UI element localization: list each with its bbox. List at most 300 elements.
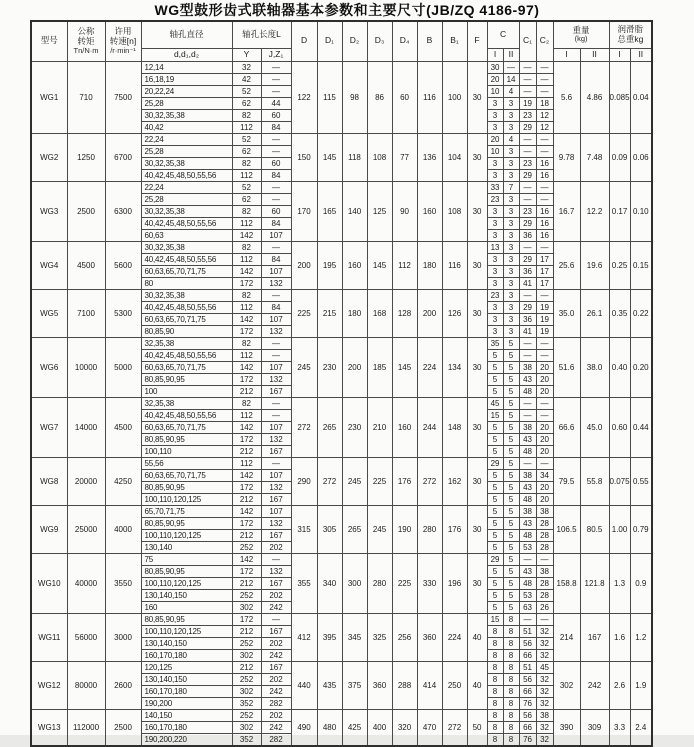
C2-cell: 20	[536, 421, 553, 433]
C1-cell: —	[519, 133, 536, 145]
torque-cell: 10000	[67, 337, 105, 397]
C-I-cell: 3	[487, 313, 503, 325]
model-cell: WG7	[31, 397, 67, 457]
dim-D3-cell: 360	[367, 661, 392, 709]
C1-cell: 66	[519, 685, 536, 697]
C1-cell: 23	[519, 157, 536, 169]
C-II-cell: 7	[503, 181, 519, 193]
dim-D3-cell: 245	[367, 505, 392, 553]
C1-cell: 36	[519, 265, 536, 277]
C2-cell: 32	[536, 733, 553, 746]
C1-cell: 38	[519, 505, 536, 517]
grease-II-cell: 0.44	[630, 397, 652, 457]
bore-diameter-cell: 40,42,45,48,50,55,56	[141, 217, 232, 229]
C1-cell: 66	[519, 649, 536, 661]
length-JZ1-cell: 167	[261, 577, 291, 589]
model-cell: WG1	[31, 61, 67, 133]
header-weight-II: II	[580, 48, 609, 61]
weight-II-cell: 121.8	[580, 553, 609, 613]
length-JZ1-cell: —	[261, 193, 291, 205]
dim-F-cell: 40	[467, 613, 487, 661]
dim-B-cell: 470	[417, 709, 442, 746]
dim-D1-cell: 480	[317, 709, 342, 746]
dim-D2-cell: 345	[342, 613, 367, 661]
length-Y-cell: 212	[232, 577, 261, 589]
C1-cell: 53	[519, 541, 536, 553]
length-JZ1-cell: —	[261, 61, 291, 73]
dim-D2-cell: 375	[342, 661, 367, 709]
bore-diameter-cell: 40,42,45,48,50,55,56	[141, 349, 232, 361]
C-II-cell: 5	[503, 529, 519, 541]
length-Y-cell: 172	[232, 373, 261, 385]
C-II-cell: 3	[503, 313, 519, 325]
bore-diameter-cell: 160,170,180	[141, 649, 232, 661]
header-bore-length: 轴孔长度L	[232, 21, 291, 48]
torque-cell: 1250	[67, 133, 105, 181]
C-I-cell: 5	[487, 481, 503, 493]
C-II-cell: 3	[503, 145, 519, 157]
C-II-cell: 3	[503, 121, 519, 133]
C2-cell: 32	[536, 649, 553, 661]
length-JZ1-cell: 107	[261, 229, 291, 241]
grease-I-cell: 3.3	[609, 709, 630, 746]
length-Y-cell: 62	[232, 97, 261, 109]
bore-diameter-cell: 40,42,45,48,50,55,56	[141, 301, 232, 313]
model-cell: WG11	[31, 613, 67, 661]
C-II-cell: 3	[503, 157, 519, 169]
C1-cell: —	[519, 397, 536, 409]
C-II-cell: 5	[503, 433, 519, 445]
dim-D2-cell: 265	[342, 505, 367, 553]
weight-II-cell: 309	[580, 709, 609, 746]
C1-cell: 23	[519, 205, 536, 217]
C2-cell: 16	[536, 157, 553, 169]
C1-cell: 48	[519, 385, 536, 397]
length-JZ1-cell: 202	[261, 709, 291, 721]
C2-cell: 34	[536, 469, 553, 481]
bore-diameter-cell: 190,200	[141, 697, 232, 709]
dim-D3-cell: 185	[367, 337, 392, 397]
dim-D-cell: 245	[291, 337, 317, 397]
dim-B-cell: 200	[417, 289, 442, 337]
C-I-cell: 13	[487, 241, 503, 253]
length-JZ1-cell: —	[261, 349, 291, 361]
C2-cell: 38	[536, 709, 553, 721]
length-JZ1-cell: 242	[261, 685, 291, 697]
dim-D-cell: 315	[291, 505, 317, 553]
grease-II-cell: 2.4	[630, 709, 652, 746]
C2-cell: 28	[536, 577, 553, 589]
dim-D4-cell: 160	[392, 397, 417, 457]
speed-cell: 4000	[105, 505, 141, 553]
header-weight-unit: (kg)	[574, 34, 588, 44]
C2-cell: 16	[536, 169, 553, 181]
speed-cell: 6300	[105, 181, 141, 241]
dim-D1-cell: 195	[317, 241, 342, 289]
C1-cell: 41	[519, 277, 536, 289]
C-I-cell: 3	[487, 97, 503, 109]
C-I-cell: 20	[487, 73, 503, 85]
dim-D1-cell: 272	[317, 457, 342, 505]
dim-D4-cell: 190	[392, 505, 417, 553]
weight-I-cell: 66.6	[553, 397, 580, 457]
C1-cell: 48	[519, 493, 536, 505]
C-II-cell: 3	[503, 241, 519, 253]
header-C-I: I	[487, 48, 503, 61]
header-weight-l1: 重量	[572, 24, 590, 35]
header-weight-I: I	[553, 48, 580, 61]
header-length-JZ1: J,Z₁	[261, 48, 291, 61]
weight-II-cell: 12.2	[580, 181, 609, 241]
C2-cell: —	[536, 85, 553, 97]
header-bore-diameter: 轴孔直径	[141, 21, 232, 48]
header-B: B	[417, 21, 442, 61]
bore-diameter-cell: 22,24	[141, 181, 232, 193]
length-JZ1-cell: 202	[261, 589, 291, 601]
grease-I-cell: 0.085	[609, 61, 630, 133]
length-Y-cell: 112	[232, 301, 261, 313]
dim-D-cell: 290	[291, 457, 317, 505]
weight-II-cell: 19.6	[580, 241, 609, 289]
length-Y-cell: 302	[232, 721, 261, 733]
length-JZ1-cell: 44	[261, 97, 291, 109]
weight-II-cell: 7.48	[580, 133, 609, 181]
header-D4: D₄	[392, 21, 417, 61]
grease-I-cell: 0.17	[609, 181, 630, 241]
C-I-cell: 15	[487, 409, 503, 421]
grease-I-cell: 1.00	[609, 505, 630, 553]
length-JZ1-cell: 107	[261, 421, 291, 433]
length-JZ1-cell: —	[261, 337, 291, 349]
C-I-cell: 3	[487, 277, 503, 289]
length-JZ1-cell: —	[261, 145, 291, 157]
weight-II-cell: 45.0	[580, 397, 609, 457]
table-row	[31, 553, 652, 565]
C2-cell: —	[536, 289, 553, 301]
dim-D3-cell: 400	[367, 709, 392, 746]
C1-cell: 48	[519, 529, 536, 541]
C2-cell: 20	[536, 433, 553, 445]
bore-diameter-cell: 32,35,38	[141, 337, 232, 349]
model-cell: WG6	[31, 337, 67, 397]
length-JZ1-cell: —	[261, 397, 291, 409]
C-I-cell: 29	[487, 553, 503, 565]
C1-cell: —	[519, 145, 536, 157]
dim-D-cell: 122	[291, 61, 317, 133]
length-Y-cell: 82	[232, 157, 261, 169]
C1-cell: 43	[519, 565, 536, 577]
length-Y-cell: 32	[232, 61, 261, 73]
C1-cell: 63	[519, 601, 536, 613]
C1-cell: —	[519, 337, 536, 349]
length-JZ1-cell: 132	[261, 565, 291, 577]
C-I-cell: 5	[487, 433, 503, 445]
dim-F-cell: 30	[467, 181, 487, 241]
dim-B1-cell: 116	[442, 241, 467, 289]
C2-cell: 12	[536, 121, 553, 133]
table-row	[31, 457, 652, 469]
C-II-cell: 5	[503, 457, 519, 469]
C-I-cell: 15	[487, 613, 503, 625]
bore-diameter-cell: 130,140,150	[141, 673, 232, 685]
length-Y-cell: 172	[232, 325, 261, 337]
length-Y-cell: 302	[232, 649, 261, 661]
grease-II-cell: 0.79	[630, 505, 652, 553]
dim-D1-cell: 435	[317, 661, 342, 709]
C-II-cell: 3	[503, 229, 519, 241]
C2-cell: 17	[536, 265, 553, 277]
C-I-cell: 3	[487, 325, 503, 337]
dim-D2-cell: 160	[342, 241, 367, 289]
length-Y-cell: 302	[232, 685, 261, 697]
C-II-cell: 8	[503, 661, 519, 673]
C2-cell: 12	[536, 109, 553, 121]
C2-cell: 16	[536, 217, 553, 229]
C2-cell: 16	[536, 229, 553, 241]
dim-D3-cell: 325	[367, 613, 392, 661]
header-B1: B₁	[442, 21, 467, 61]
C-II-cell: 5	[503, 601, 519, 613]
C1-cell: —	[519, 181, 536, 193]
dim-B1-cell: 134	[442, 337, 467, 397]
dim-D1-cell: 340	[317, 553, 342, 613]
C-I-cell: 3	[487, 229, 503, 241]
dim-F-cell: 40	[467, 661, 487, 709]
C-I-cell: 5	[487, 469, 503, 481]
length-JZ1-cell: 132	[261, 433, 291, 445]
C1-cell: 56	[519, 637, 536, 649]
C-I-cell: 45	[487, 397, 503, 409]
C-I-cell: 5	[487, 493, 503, 505]
dim-B1-cell: 108	[442, 181, 467, 241]
length-JZ1-cell: 242	[261, 649, 291, 661]
C1-cell: 76	[519, 697, 536, 709]
length-JZ1-cell: —	[261, 409, 291, 421]
dim-D2-cell: 300	[342, 553, 367, 613]
dim-B1-cell: 104	[442, 133, 467, 181]
C-II-cell: 8	[503, 613, 519, 625]
C-I-cell: 23	[487, 193, 503, 205]
dim-D4-cell: 225	[392, 553, 417, 613]
model-cell: WG5	[31, 289, 67, 337]
C2-cell: 26	[536, 601, 553, 613]
torque-cell: 40000	[67, 553, 105, 613]
dim-D-cell: 225	[291, 289, 317, 337]
header-torque-l1: 公称	[77, 26, 95, 37]
bore-diameter-cell: 60,63,65,70,71,75	[141, 313, 232, 325]
C1-cell: 43	[519, 433, 536, 445]
length-Y-cell: 42	[232, 73, 261, 85]
C-I-cell: 8	[487, 649, 503, 661]
C1-cell: 29	[519, 253, 536, 265]
C2-cell: —	[536, 337, 553, 349]
grease-I-cell: 1.6	[609, 613, 630, 661]
table-row	[31, 613, 652, 625]
dim-B-cell: 116	[417, 61, 442, 133]
speed-cell: 3550	[105, 553, 141, 613]
page-title: WG型鼓形齿式联轴器基本参数和主要尺寸(JB/ZQ 4186-97)	[154, 2, 540, 18]
C-I-cell: 30	[487, 61, 503, 73]
table-body	[31, 61, 652, 746]
C2-cell: 45	[536, 661, 553, 673]
C2-cell: 38	[536, 505, 553, 517]
dim-B-cell: 272	[417, 457, 442, 505]
bore-diameter-cell: 30,32,35,38	[141, 241, 232, 253]
model-cell: WG12	[31, 661, 67, 709]
C-I-cell: 8	[487, 673, 503, 685]
header-speed-l1: 许用	[114, 26, 132, 37]
length-JZ1-cell: 167	[261, 385, 291, 397]
dim-F-cell: 30	[467, 457, 487, 505]
length-Y-cell: 172	[232, 277, 261, 289]
C2-cell: 32	[536, 625, 553, 637]
dim-D3-cell: 168	[367, 289, 392, 337]
length-JZ1-cell: 107	[261, 505, 291, 517]
C-I-cell: 8	[487, 697, 503, 709]
length-JZ1-cell: 167	[261, 493, 291, 505]
bore-diameter-cell: 160,170,180	[141, 721, 232, 733]
dim-D2-cell: 98	[342, 61, 367, 133]
length-JZ1-cell: 107	[261, 361, 291, 373]
dim-F-cell: 30	[467, 133, 487, 181]
length-Y-cell: 252	[232, 589, 261, 601]
table-row	[31, 289, 652, 301]
C1-cell: —	[519, 73, 536, 85]
C1-cell: 23	[519, 109, 536, 121]
speed-cell: 4250	[105, 457, 141, 505]
header-grease	[609, 21, 652, 48]
C-I-cell: 5	[487, 505, 503, 517]
header-speed	[105, 21, 141, 61]
C1-cell: —	[519, 241, 536, 253]
C-I-cell: 23	[487, 289, 503, 301]
C-I-cell: 5	[487, 445, 503, 457]
length-JZ1-cell: 132	[261, 373, 291, 385]
C-II-cell: 3	[503, 205, 519, 217]
C-II-cell: 8	[503, 733, 519, 746]
C-II-cell: 5	[503, 445, 519, 457]
dim-D4-cell: 176	[392, 457, 417, 505]
grease-I-cell: 0.25	[609, 241, 630, 289]
C1-cell: 29	[519, 301, 536, 313]
header-C1: C₁	[519, 21, 536, 61]
length-Y-cell: 112	[232, 409, 261, 421]
C-I-cell: 3	[487, 301, 503, 313]
dim-B-cell: 180	[417, 241, 442, 289]
length-Y-cell: 172	[232, 481, 261, 493]
length-Y-cell: 302	[232, 601, 261, 613]
header-weight	[553, 21, 609, 48]
C1-cell: —	[519, 457, 536, 469]
C-II-cell: —	[503, 61, 519, 73]
length-Y-cell: 252	[232, 541, 261, 553]
C2-cell: —	[536, 613, 553, 625]
dim-D3-cell: 108	[367, 133, 392, 181]
C-I-cell: 10	[487, 145, 503, 157]
dim-F-cell: 30	[467, 241, 487, 289]
grease-I-cell: 2.6	[609, 661, 630, 709]
length-JZ1-cell: —	[261, 73, 291, 85]
length-Y-cell: 52	[232, 181, 261, 193]
dim-B1-cell: 100	[442, 61, 467, 133]
length-JZ1-cell: —	[261, 289, 291, 301]
length-JZ1-cell: 107	[261, 469, 291, 481]
C2-cell: —	[536, 61, 553, 73]
C2-cell: 32	[536, 637, 553, 649]
C2-cell: 20	[536, 481, 553, 493]
C1-cell: 38	[519, 421, 536, 433]
dim-D1-cell: 215	[317, 289, 342, 337]
C-I-cell: 29	[487, 457, 503, 469]
weight-I-cell: 9.78	[553, 133, 580, 181]
dim-D2-cell: 118	[342, 133, 367, 181]
bore-diameter-cell: 40,42,45,48,50,55,56	[141, 169, 232, 181]
length-Y-cell: 82	[232, 205, 261, 217]
dim-D1-cell: 265	[317, 397, 342, 457]
bore-diameter-cell: 25,28	[141, 193, 232, 205]
bore-diameter-cell: 75	[141, 553, 232, 565]
dim-D-cell: 170	[291, 181, 317, 241]
length-JZ1-cell: 84	[261, 121, 291, 133]
length-Y-cell: 142	[232, 313, 261, 325]
C-I-cell: 8	[487, 709, 503, 721]
length-Y-cell: 142	[232, 505, 261, 517]
length-Y-cell: 212	[232, 445, 261, 457]
grease-II-cell: 0.55	[630, 457, 652, 505]
dim-D3-cell: 225	[367, 457, 392, 505]
dim-B1-cell: 148	[442, 397, 467, 457]
C1-cell: 29	[519, 217, 536, 229]
C1-cell: 48	[519, 445, 536, 457]
length-JZ1-cell: 132	[261, 325, 291, 337]
bore-diameter-cell: 30,32,35,38	[141, 157, 232, 169]
length-Y-cell: 112	[232, 457, 261, 469]
C-II-cell: 5	[503, 517, 519, 529]
weight-I-cell: 51.6	[553, 337, 580, 397]
C-II-cell: 3	[503, 265, 519, 277]
C2-cell: 38	[536, 565, 553, 577]
C-I-cell: 5	[487, 421, 503, 433]
dim-D3-cell: 145	[367, 241, 392, 289]
length-Y-cell: 82	[232, 109, 261, 121]
C-II-cell: 3	[503, 277, 519, 289]
C-I-cell: 5	[487, 565, 503, 577]
dim-D1-cell: 145	[317, 133, 342, 181]
length-Y-cell: 82	[232, 337, 261, 349]
length-Y-cell: 212	[232, 529, 261, 541]
weight-II-cell: 167	[580, 613, 609, 661]
length-JZ1-cell: —	[261, 181, 291, 193]
C2-cell: —	[536, 193, 553, 205]
dim-D-cell: 490	[291, 709, 317, 746]
length-JZ1-cell: 84	[261, 301, 291, 313]
bore-diameter-cell: 60,63,65,70,71,75	[141, 361, 232, 373]
C2-cell: 20	[536, 493, 553, 505]
length-JZ1-cell: 107	[261, 265, 291, 277]
C-I-cell: 20	[487, 133, 503, 145]
grease-I-cell: 0.40	[609, 337, 630, 397]
length-Y-cell: 142	[232, 229, 261, 241]
torque-cell: 20000	[67, 457, 105, 505]
bore-diameter-cell: 130,140	[141, 541, 232, 553]
C1-cell: 66	[519, 721, 536, 733]
C-II-cell: 3	[503, 217, 519, 229]
C-II-cell: 5	[503, 553, 519, 565]
model-cell: WG4	[31, 241, 67, 289]
length-JZ1-cell: 84	[261, 169, 291, 181]
weight-I-cell: 25.6	[553, 241, 580, 289]
length-Y-cell: 112	[232, 169, 261, 181]
